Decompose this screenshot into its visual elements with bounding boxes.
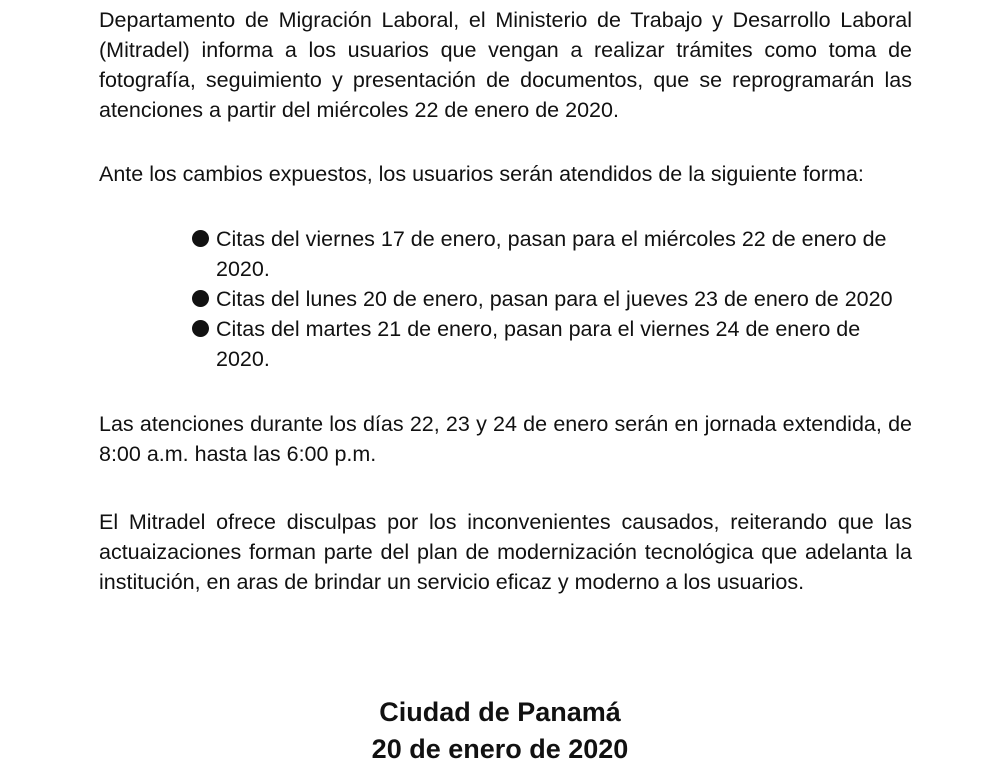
bullet-icon [192,230,209,247]
schedule-list [190,224,908,374]
schedule-item [190,314,908,374]
schedule-item-text: Citas del martes 21 de enero, pasan para el viernes 24 de enero de 2020. [216,317,861,371]
intro-paragraph: Departamento de Migración Laboral, el Ministerio de Trabajo y Desarrollo Laboral (Mitradel) informa a los usuarios que vengan a realizar trámites como toma de fotografía, seguimiento y presentación de documentos, que se reprogramarán las atenciones a partir del miércoles 22 de enero de 2020. [99,8,912,122]
changes-paragraph: Ante los cambios expuestos, los usuarios serán atendidos de la siguiente forma: [99,162,864,186]
closing-date: 20 de enero de 2020 [371,734,629,764]
bullet-icon [192,290,209,307]
schedule-item-text: Citas del lunes 20 de enero, pasan para el jueves 23 de enero de 2020 [216,287,893,311]
schedule-item [190,284,908,314]
schedule-item-text: Citas del viernes 17 de enero, pasan para el miércoles 22 de enero de 2020. [216,227,887,281]
schedule-item [190,224,908,284]
bullet-icon [192,320,209,337]
apology-paragraph: El Mitradel ofrece disculpas por los inconvenientes causados, reiterando que las actuaizaciones forman parte del plan de modernización tecnológica que adelanta la institución, en aras de brindar un servicio eficaz y moderno a los usuarios. [99,510,912,594]
closing-city: Ciudad de Panamá [379,697,621,727]
hours-paragraph: Las atenciones durante los días 22, 23 y 24 de enero serán en jornada extendida, de 8:00 a.m. hasta las 6:00 p.m. [99,412,912,466]
